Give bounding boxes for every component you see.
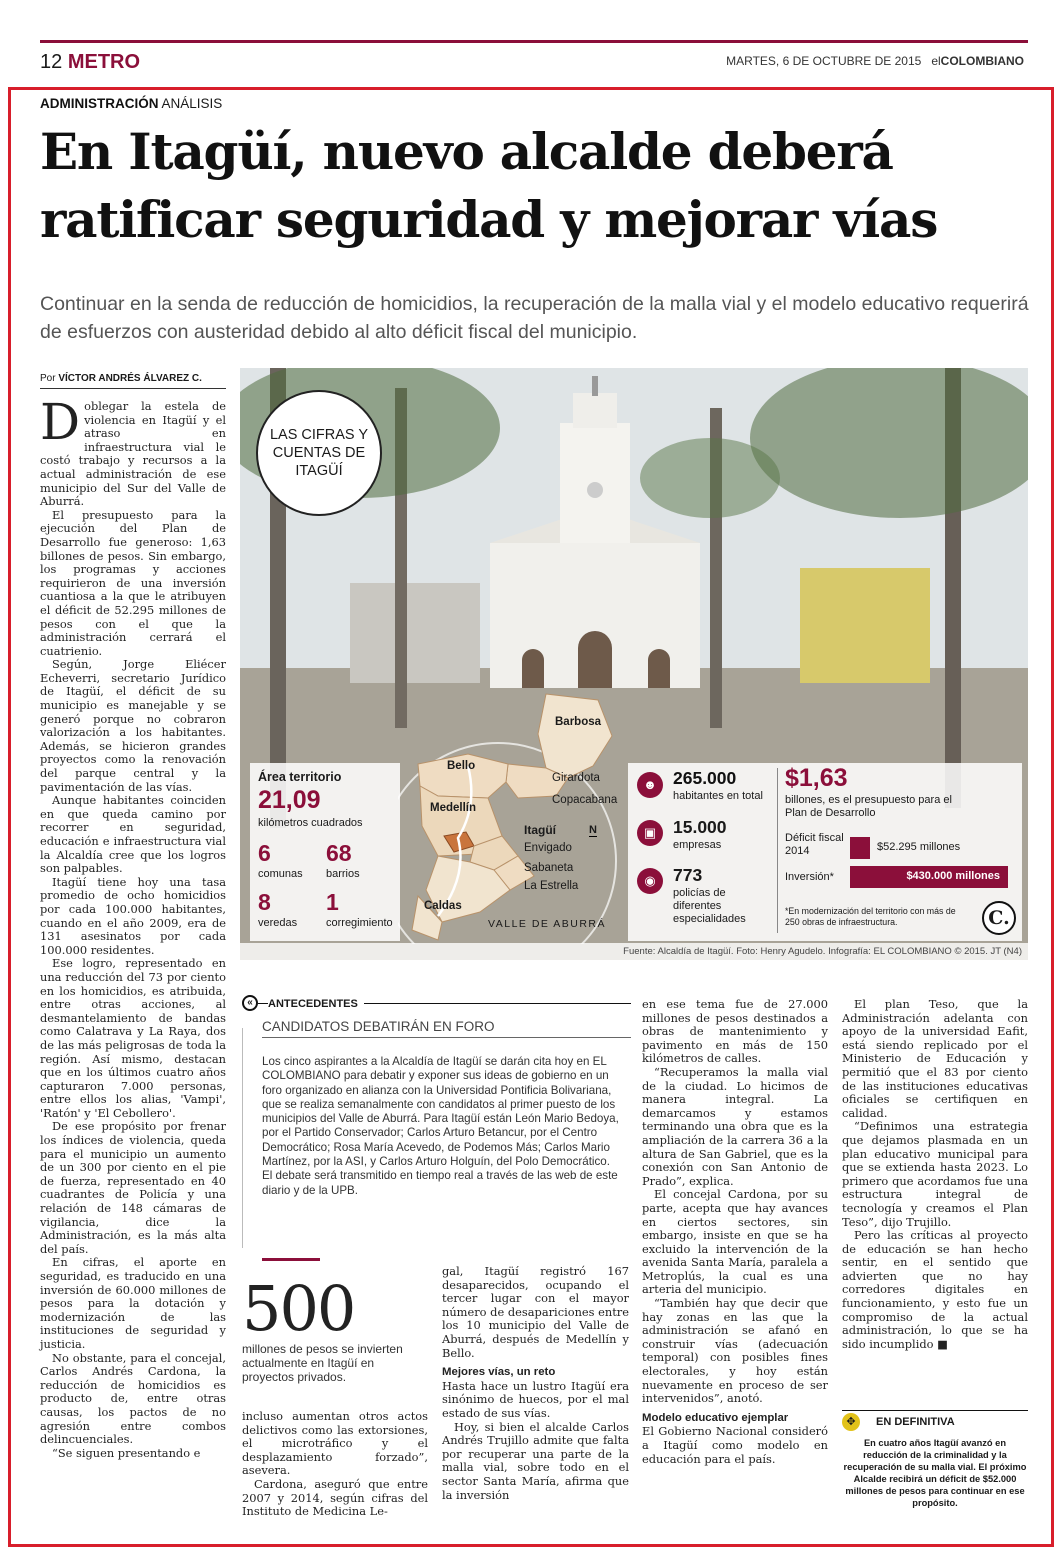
map-label-caldas: Caldas	[424, 900, 462, 912]
area-unit: kilómetros cuadrados	[258, 817, 363, 829]
antecedentes-title-rule	[262, 1037, 631, 1038]
dateline: MARTES, 6 DE OCTUBRE DE 2015 elCOLOMBIANO	[726, 54, 1024, 68]
map-label-itagui: Itagüí	[524, 823, 556, 837]
antecedentes-title: CANDIDATOS DEBATIRÁN EN FORO	[262, 1019, 495, 1034]
stats-divider	[777, 768, 778, 933]
corregimiento-label: corregimiento	[326, 917, 393, 929]
stat-number: 500	[242, 1272, 355, 1345]
budget-value: $1,63	[785, 764, 848, 792]
antecedentes-icon: «	[242, 995, 258, 1011]
drop-cap: D	[40, 393, 81, 451]
antecedentes-label: ANTECEDENTES	[268, 998, 364, 1010]
veredas-label: veredas	[258, 917, 298, 929]
dek: Continuar en la senda de reducción de homicidios, la recuperación de la malla vial y el modelo educativo requerirá de esfuerzos con austeridad debido al alto déficit fiscal del municipio.	[40, 293, 1029, 343]
header-rule	[40, 40, 1028, 43]
map-label-copacabana: Copacabana	[552, 794, 618, 806]
map-label-barbosa: Barbosa	[555, 716, 602, 728]
endef-rule	[842, 1410, 1028, 1411]
badge	[256, 390, 382, 516]
column-5: El plan Teso, que la Administración adelanta con apoyo de la universidad Eafit, está siendo replicado por el Ministerio de Educación y permitió que el 83 por ciento de las instituciones educativas oficiales se certifiquen en calidad. “Definimos una estrategia que dejamos plasmada en un plan educativo municipal para que se extienda hasta 2023. Lo primero que acordamos fue una estructura integral de tecnología y creamos el Plan Teso”, dijo Trujillo. Pero las críticas al proyecto de educación se han hecho sentir, en el sentido que advierten que no hay corredores digitales en funcionamiento, y esto fue un compromiso de la actual administración, lo que se ha sido incumplido ■	[842, 997, 1028, 1351]
area-title: Área territorio	[258, 770, 342, 784]
comunas-label: comunas	[258, 868, 303, 880]
arrows-icon: ✥	[842, 1413, 860, 1431]
column-1: Doblegar la estela de violencia en Itagüí y el atraso en infraestructura vial le costó trabajo y recursos a la actual administración de ese municipio del Sur del Valle de Aburrá. El presupuesto para la ejecución del Plan de Desarrollo fue generoso: 1,63 billones de pesos. Sin embargo, los programas y acciones requirieron de una inversión cuantiosa a la que le atribuyen el déficit de 52.295 millones de pesos con el que la administración cerrará el cuatrienio. Según, Jorge Eliécer Echeverri, secretario Jurídico de Itagüí, el déficit de su municipio es manejable y se generó porque no cobraron valorización a los habitantes. Además, se hicieron grandes proyectos como la renovación del parque central y la pavimentación de las vías. Aunque habitantes coinciden en que queda camino por recorrer en seguridad, educación e infraestructura vial la Alcaldía cree que los logros son palpables. Itagüí tiene hoy una tasa promedio de ocho homicidios por cada 100.000 habitantes, cuando en el año 2009, era de 131 asesinatos por cada 100.000 residentes. Ese logro, representado en una reducción del 73 por ciento en los homicidios, es atribuida, entre otras acciones, al desmantelamiento de bandas como Calatrava y La Raya, dos de las más peligrosas de toda la región. Así mismo, destacan que en los últimos cuatro años capturaron 7.000 personas, entre ellos los alias, 'Vampi', 'Ratón' y 'El Cebollero'. De ese propósito por frenar los índices de violencia, queda para el municipio un aumento de un 300 por ciento en el pie de fuerza, representado en 40 cuadrantes de Policía y una relación de 148 cámaras de vigilancia, dice la Administración, es la más alta del país. En cifras, el aporte en seguridad, es traducido en una inversión de 60.000 millones de pesos para la dotación y modernización de las instituciones de seguridad y justicia. No obstante, para el concejal, Carlos Andrés Cardona, la reducción de homicidios es producto de, entre otras causas, los pactos de no agresión entre combos delincuenciales. “Se siguen presentando e	[40, 393, 226, 1460]
comunas-value: 6	[258, 840, 271, 866]
police-cap-icon: ◉	[637, 868, 663, 894]
stat-rule	[262, 1258, 320, 1261]
source-credit: Fuente: Alcaldía de Itagüí. Foto: Henry Agudelo. Infografía: EL COLOMBIANO © 2015. JT (N4)	[623, 946, 1022, 957]
map-label-girardota: Girardota	[552, 772, 600, 784]
column-4: en ese tema fue de 27.000 millones de pesos destinados a obras de mantenimiento y pavimento en más de 150 kilómetros de calles. “Recuperamos la malla vial de la ciudad. Lo hicimos de manera integral. La demarcamos y estamos terminando una obra que es la ampliación de la carrera 36 a la altura de San Gabriel, que es la conexión con San Antonio de Prado”, explica. El concejal Cardona, por su parte, acepta que hay avances en ciertos sectores, sin embargo, insiste en que se ha excluido la intervención de la avenida Santa María, paralela a Metroplús, la cual es una arteria del municipio. “También hay que decir que hay zonas en las que la administración se afanó en construir vías (adecuación temporal) con posibles fines electorales, y hoy están nuevamente en proceso de ser intervenidos”, anotó. Modelo educativo ejemplar El Gobierno Nacional consideró a Itagüí como modelo en educación para el país.	[642, 997, 828, 1466]
veredas-value: 8	[258, 889, 271, 915]
inversion-label: Inversión*	[785, 871, 834, 883]
deficit-label: Déficit fiscal 2014	[785, 832, 844, 857]
people-icon: ☻	[637, 772, 663, 798]
map-label-medellin: Medellín	[430, 802, 477, 814]
endef-label: EN DEFINITIVA	[876, 1416, 955, 1428]
policias-label: policías de diferentes especialidades	[673, 887, 746, 925]
antecedentes-left-rule	[242, 1028, 243, 1248]
corregimiento-value: 1	[326, 889, 339, 915]
inversion-bar: $430.000 millones	[850, 866, 1008, 888]
column-3: gal, Itagüí registró 167 desaparecidos, ocupando el tercer lugar con el mayor número de desapariciones entre los 10 municipio del Valle de Aburrá, después de Medellín y Bello. Mejores vías, un reto Hasta hace un lustro Itagüí era sinónimo de huecos, por el mal estado de sus vías. Hoy, si bien el alcalde Carlos Andrés Trujillo admite que falta por recuperar una parte de la malla vial, sobre todo en el sector Santa María, afirma que la inversión	[442, 1264, 629, 1502]
deficit-bar	[850, 837, 870, 859]
budget-label: billones, es el presupuesto para el Plan de Desarrollo	[785, 794, 952, 819]
column-2: incluso aumentan otros actos delictivos como las extorsiones, el microtráfico y el desplazamiento forzado”, asevera. Cardona, aseguró que entre 2007 y 2014, según cifras del Instituto de Medicina Le-	[242, 1409, 428, 1519]
policias-value: 773	[673, 865, 703, 885]
habitantes-value: 265.000	[673, 768, 737, 788]
map-label-envigado: Envigado	[524, 842, 572, 854]
map-label-sabaneta: Sabaneta	[524, 862, 574, 874]
footnote: *En modernización del territorio con más de 250 obras de infraestructura.	[785, 906, 956, 927]
map-title: VALLE DE ABURRÁ	[488, 918, 607, 930]
subhead-vias: Mejores vías, un reto	[442, 1366, 556, 1379]
area-value: 21,09	[258, 786, 321, 814]
colombiano-logo: C.	[982, 901, 1016, 935]
empresas-value: 15.000	[673, 817, 727, 837]
subhead-educativo: Modelo educativo ejemplar	[642, 1411, 789, 1424]
barrios-value: 68	[326, 840, 352, 866]
kicker: ADMINISTRACIÓN ANÁLISIS	[40, 96, 223, 111]
antecedentes-text: Los cinco aspirantes a la Alcaldía de Itagüí se darán cita hoy en EL COLOMBIANO para debatir y exponer sus ideas de gobierno en un foro organizado en alianza con la Universidad Pontificia Bolivariana, que se realiza semanalmente con candidatos al primer puesto de los municipios del Valle de Aburrá. Para Itagüí están León Mario Bedoya, por el Partido Conservador; Carlos Arturo Betancur, por el Centro Democrático; Rosa María Acevedo, de Podemos Más; Carlos Mario Martínez, por la ASI, y Carlos Arturo Holguín, del Polo Democrático. El debate será transmitido en tiempo real a través de las web de este diario y de la UPB.	[262, 1055, 619, 1197]
map-label-la-estrella: La Estrella	[524, 880, 579, 892]
page-number: 12 METRO	[40, 51, 141, 73]
badge-text: LAS CIFRAS Y CUENTAS DE ITAGÜÍ	[269, 427, 369, 479]
byline: Por VÍCTOR ANDRÉS ÁLVAREZ C.	[40, 373, 202, 384]
stat-text: millones de pesos se invierten actualmente en Itagüí en proyectos privados.	[242, 1342, 403, 1384]
habitantes-label: habitantes en total	[673, 790, 763, 802]
endef-text: En cuatro años Itagüí avanzó en reducción de la criminalidad y la recuperación de su malla vial. El próximo Alcalde recibirá un déficit de $52.000 millones de pesos para continuar en ese propósito.	[843, 1438, 1027, 1508]
map-label-bello: Bello	[447, 760, 476, 772]
headline: En Itagüí, nuevo alcalde deberá ratificar seguridad y mejorar vías	[40, 122, 938, 249]
empresas-label: empresas	[673, 839, 722, 851]
infographic-photo	[240, 368, 1028, 960]
factory-icon: ▣	[637, 820, 663, 846]
barrios-label: barrios	[326, 868, 360, 880]
north-arrow: N	[589, 824, 597, 836]
byline-rule	[40, 388, 226, 389]
deficit-value: $52.295 millones	[877, 841, 961, 853]
